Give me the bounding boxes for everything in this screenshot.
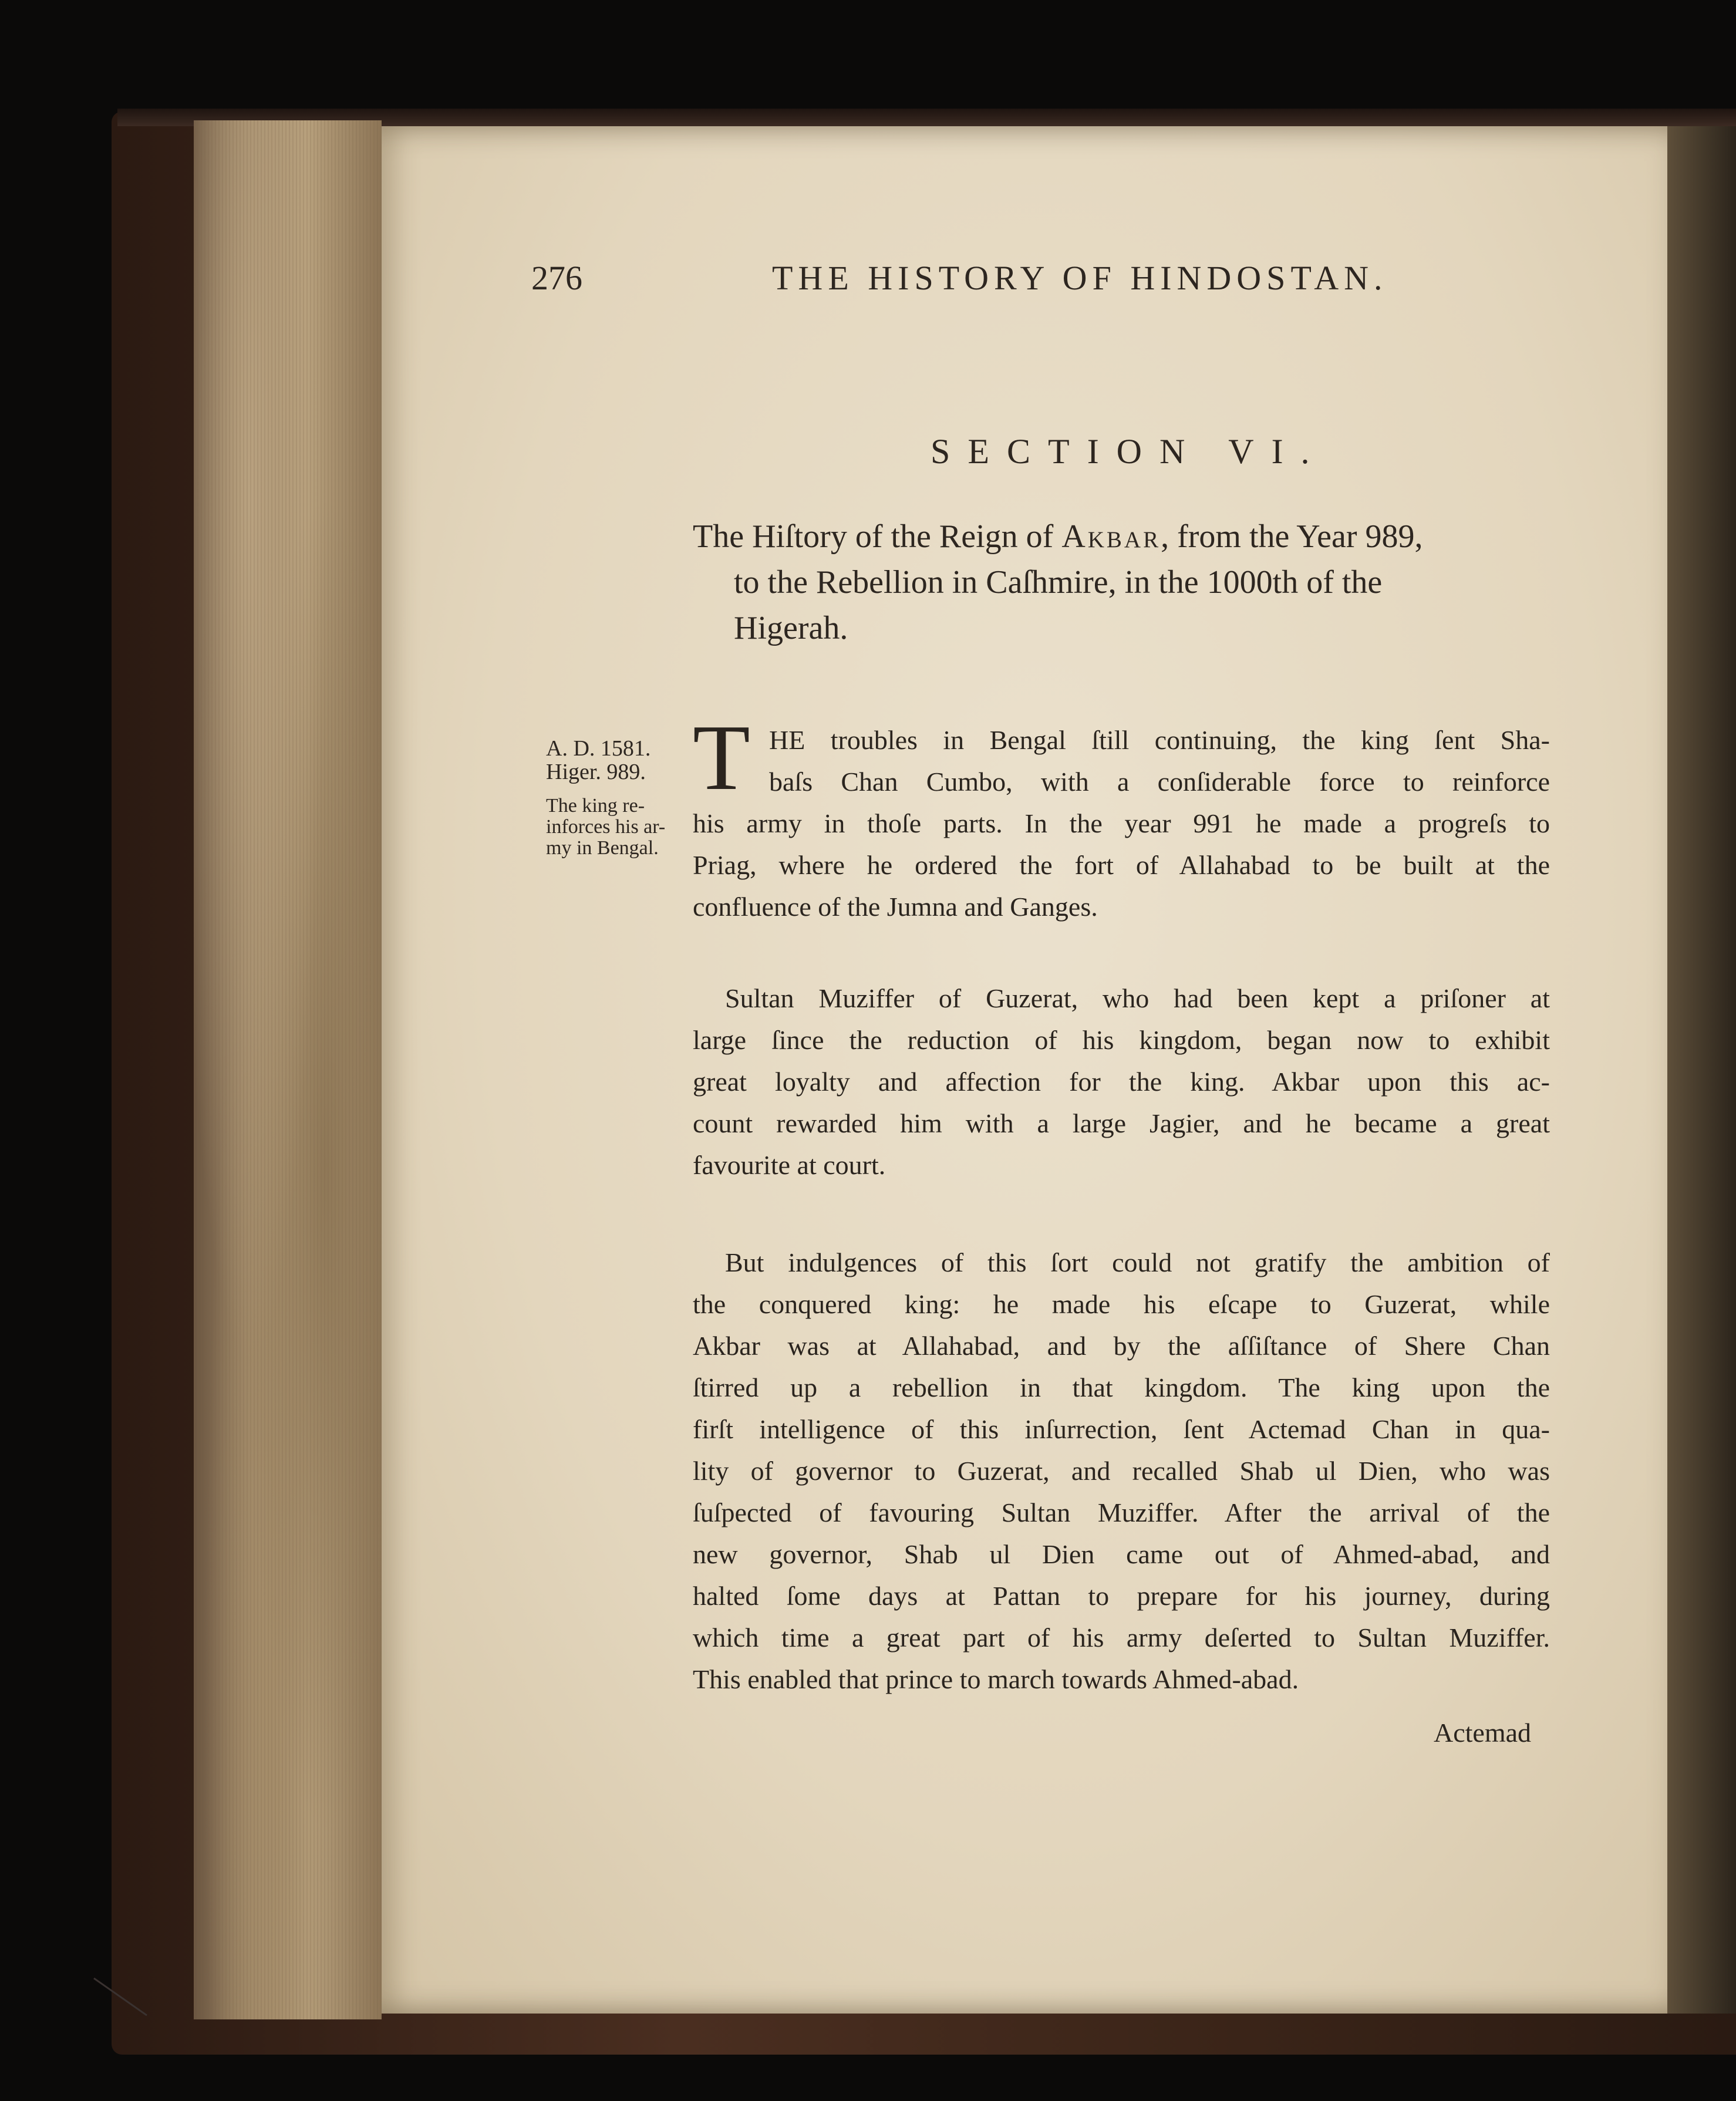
paragraph-line: halted ſome days at Pattan to prepare for his journey, during bbox=[693, 1581, 1550, 1611]
paragraph-line: firſt intelligence of this inſurrection, ſent Actemad Chan in qua- bbox=[693, 1414, 1550, 1444]
paragraph-line: This enabled that prince to march towards Ahmed-abad. bbox=[693, 1664, 1299, 1694]
paragraph-line: large ſince the reduction of his kingdom, began now to exhibit bbox=[693, 1025, 1550, 1055]
paragraph-line: lity of governor to Guzerat, and recalled Shab ul Dien, who was bbox=[693, 1456, 1550, 1486]
paragraph-line: favourite at court. bbox=[693, 1150, 886, 1180]
paragraph-line: confluence of the Jumna and Ganges. bbox=[693, 892, 1098, 922]
paragraph-line: ſtirred up a rebellion in that kingdom. The king upon the bbox=[693, 1372, 1550, 1402]
drop-cap: T bbox=[693, 705, 750, 810]
name-small-caps: Akbar bbox=[1061, 518, 1161, 555]
paragraph bbox=[693, 719, 1550, 928]
section-summary-line: The Hiſtory of the Reign of Akbar, from the Year 989, bbox=[693, 518, 1423, 555]
catchword: Actemad bbox=[1434, 1718, 1532, 1748]
paragraph-line: new governor, Shab ul Dien came out of Ahmed-abad, and bbox=[693, 1539, 1550, 1569]
paragraph-line: count rewarded him with a large Jagier, and he became a great bbox=[693, 1108, 1550, 1138]
page-gutter-shadow bbox=[1667, 126, 1736, 2014]
section-summary-line: to the Rebellion in Caſhmire, in the 1000th of the bbox=[734, 564, 1383, 601]
marginal-note-line: The king re- bbox=[546, 795, 645, 817]
marbled-page-edge bbox=[194, 120, 382, 2019]
paragraph-line: But indulgences of this ſort could not gratify the ambition of bbox=[725, 1247, 1550, 1277]
section-heading: SECTION VI. bbox=[931, 432, 1327, 471]
page-number: 276 bbox=[531, 259, 582, 297]
marginal-note-line: inforces his ar- bbox=[546, 816, 666, 838]
paragraph-line: Priag, where he ordered the fort of Allahabad to be built at the bbox=[693, 850, 1550, 880]
section-summary-line: Higerah. bbox=[734, 610, 848, 646]
marginal-note bbox=[546, 795, 665, 859]
paragraph bbox=[693, 977, 1550, 1186]
running-head: THE HISTORY OF HINDOSTAN. bbox=[772, 259, 1388, 297]
paragraph-line: Akbar was at Allahabad, and by the aſſiſtance of Shere Chan bbox=[693, 1331, 1550, 1361]
paragraph-line: the conquered king: he made his eſcape to Guzerat, while bbox=[693, 1289, 1550, 1319]
paragraph-line: baſs Chan Cumbo, with a conſiderable force to reinforce bbox=[769, 767, 1550, 797]
paragraph-line: his army in thoſe parts. In the year 991 he made a progreſs to bbox=[693, 808, 1550, 838]
marginal-date-line: Higer. 989. bbox=[546, 760, 646, 784]
paragraph bbox=[693, 1242, 1550, 1700]
marginal-date bbox=[546, 737, 650, 784]
paragraph-line: which time a great part of his army deſerted to Sultan Muziffer. bbox=[693, 1623, 1550, 1653]
paragraph-line: Sultan Muziffer of Guzerat, who had been kept a priſoner at bbox=[725, 983, 1550, 1013]
show-through-texture bbox=[704, 340, 1526, 364]
paragraph-line: great loyalty and affection for the king. Akbar upon this ac- bbox=[693, 1067, 1550, 1097]
marginal-note-line: my in Bengal. bbox=[546, 837, 659, 859]
section-summary bbox=[693, 514, 1562, 651]
marginal-date-line: A. D. 1581. bbox=[546, 736, 651, 761]
paragraph-line: HE troubles in Bengal ſtill continuing, the king ſent Sha- bbox=[769, 725, 1550, 755]
paragraph-line: ſuſpected of favouring Sultan Muziffer. After the arrival of the bbox=[693, 1498, 1550, 1527]
